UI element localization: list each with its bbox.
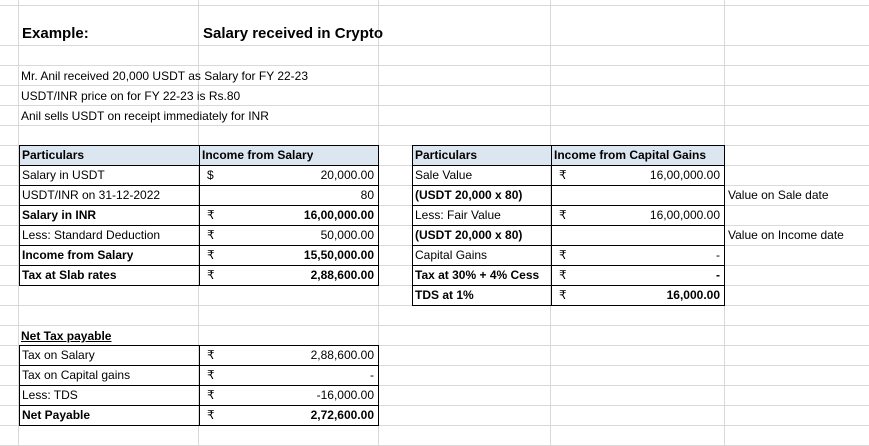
table-border xyxy=(412,225,725,226)
currency-symbol: ₹ xyxy=(207,348,215,362)
row-label: Sale Value xyxy=(415,168,473,182)
row-value: 80 xyxy=(360,188,374,202)
table-border xyxy=(412,165,725,166)
row-value xyxy=(571,225,720,245)
currency-symbol: ₹ xyxy=(559,168,567,182)
table-border xyxy=(412,285,725,286)
table-border xyxy=(19,245,379,246)
row-label: Less: TDS xyxy=(22,388,78,402)
currency-symbol: ₹ xyxy=(559,288,567,302)
table-border xyxy=(19,285,379,286)
table-border xyxy=(412,305,725,306)
example-label: Example: xyxy=(22,25,89,42)
net-tax-title: Net Tax payable xyxy=(21,329,112,343)
table-border xyxy=(199,145,200,285)
table-border xyxy=(412,265,725,266)
column-header-particulars: Particulars xyxy=(22,148,85,162)
currency-symbol: ₹ xyxy=(559,268,567,282)
row-label: USDT/INR on 31-12-2022 xyxy=(22,188,161,202)
row-value: - xyxy=(716,248,720,262)
description-line-1: Mr. Anil received 20,000 USDT as Salary for FY 22-23 xyxy=(21,69,309,83)
row-label: Less: Standard Deduction xyxy=(22,228,161,242)
table-border xyxy=(378,145,379,285)
row-value: 20,000.00 xyxy=(320,168,374,182)
currency-symbol: ₹ xyxy=(207,408,215,422)
row-value: 2,88,600.00 xyxy=(310,348,374,362)
table-border xyxy=(412,185,725,186)
row-value: 16,00,000.00 xyxy=(303,208,374,222)
row-value: 15,50,000.00 xyxy=(303,248,374,262)
table-border xyxy=(19,385,379,386)
row-value: 16,000.00 xyxy=(666,288,720,302)
row-value: - xyxy=(370,368,374,382)
grid-row-line xyxy=(0,45,869,46)
table-border xyxy=(19,145,20,285)
currency-symbol: ₹ xyxy=(559,248,567,262)
row-label: (USDT 20,000 x 80) xyxy=(415,228,523,242)
row-label: Salary in USDT xyxy=(22,168,105,182)
currency-symbol: ₹ xyxy=(207,388,215,402)
table-border xyxy=(19,265,379,266)
row-label: Net Payable xyxy=(22,408,91,422)
currency-symbol: ₹ xyxy=(207,248,215,262)
table-border xyxy=(19,345,379,346)
currency-symbol: ₹ xyxy=(207,368,215,382)
row-note: Value on Sale date xyxy=(728,188,829,202)
table-border xyxy=(19,205,379,206)
column-header-income: Income from Capital Gains xyxy=(554,148,707,162)
table-border xyxy=(412,145,725,146)
grid-row-line xyxy=(0,325,869,326)
column-header-income: Income from Salary xyxy=(202,148,314,162)
table-border xyxy=(19,225,379,226)
row-value xyxy=(571,185,720,205)
row-label: Capital Gains xyxy=(415,248,488,262)
row-label: Tax on Salary xyxy=(22,348,95,362)
currency-symbol: $ xyxy=(207,168,214,182)
description-line-3: Anil sells USDT on receipt immediately for INR xyxy=(21,109,269,123)
table-border xyxy=(19,185,379,186)
row-label: Tax at 30% + 4% Cess xyxy=(415,268,540,282)
currency-symbol: ₹ xyxy=(559,208,567,222)
row-label: Less: Fair Value xyxy=(415,208,501,222)
description-line-2: USDT/INR price on for FY 22-23 is Rs.80 xyxy=(21,89,241,103)
currency-symbol: ₹ xyxy=(207,208,215,222)
currency-symbol: ₹ xyxy=(207,268,215,282)
row-label: Tax on Capital gains xyxy=(22,368,131,382)
row-label: TDS at 1% xyxy=(415,288,474,302)
row-label: Income from Salary xyxy=(22,248,134,262)
row-label: Tax at Slab rates xyxy=(22,268,117,282)
row-label: (USDT 20,000 x 80) xyxy=(415,188,523,202)
row-value: 50,000.00 xyxy=(320,228,374,242)
row-value: 16,00,000.00 xyxy=(649,168,720,182)
table-border xyxy=(412,245,725,246)
row-value: -16,000.00 xyxy=(316,388,374,402)
row-value: 16,00,000.00 xyxy=(649,208,720,222)
example-title: Salary received in Crypto xyxy=(203,25,384,42)
grid-row-line xyxy=(0,5,869,6)
row-value: - xyxy=(716,268,720,282)
row-value: 2,88,600.00 xyxy=(310,268,374,282)
table-border xyxy=(19,425,379,426)
currency-symbol: ₹ xyxy=(207,228,215,242)
row-note: Value on Income date xyxy=(728,228,844,242)
table-border xyxy=(19,405,379,406)
table-border xyxy=(412,205,725,206)
column-header-particulars: Particulars xyxy=(415,148,478,162)
row-label: Salary in INR xyxy=(22,208,97,222)
table-border xyxy=(19,165,379,166)
row-value: 2,72,600.00 xyxy=(310,408,374,422)
table-border xyxy=(19,365,379,366)
